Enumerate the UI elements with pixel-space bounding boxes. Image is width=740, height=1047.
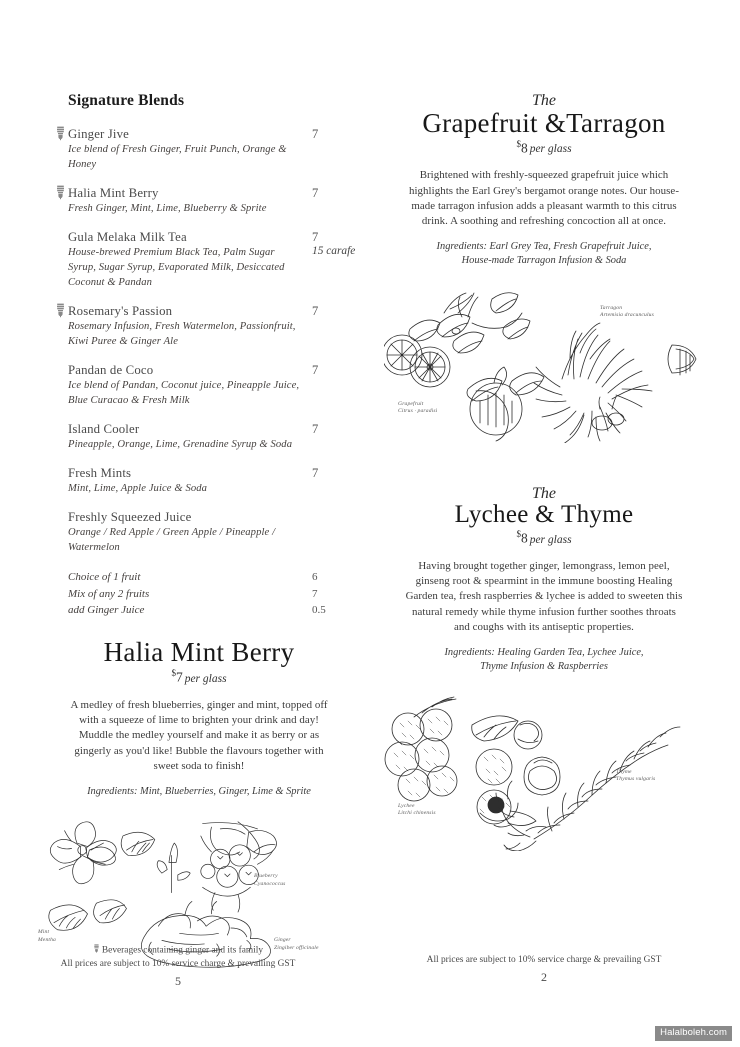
ingredients-line-2: Thyme Infusion & Raspberries <box>480 661 608 673</box>
per-glass-label: per glass <box>184 672 227 685</box>
list-item[interactable] <box>68 569 360 586</box>
item-description: Mint, Lime, Apple Juice & Soda <box>68 482 208 494</box>
illustration-label-lychee: Lychee Litchi chinensis <box>398 802 436 817</box>
item-price: 7 <box>312 465 319 480</box>
feature-price <box>38 668 360 686</box>
list-item[interactable] <box>68 465 360 496</box>
item-name: Ginger Jive <box>68 127 129 141</box>
item-name: Freshly Squeezed Juice <box>68 509 192 524</box>
page-number: 5 <box>175 973 181 988</box>
item-name: Halia Mint Berry <box>68 185 159 200</box>
item-description: Orange / Red Apple / Green Apple / Pineapple / Watermelon <box>68 526 276 553</box>
feature-lychee-thyme <box>384 485 704 675</box>
item-name: Pandan de Coco <box>68 362 154 377</box>
option-label: Mix of any 2 fruits <box>68 587 150 600</box>
feature-ingredients <box>384 240 704 269</box>
item-price: 7 <box>312 303 319 318</box>
list-item[interactable] <box>68 421 360 452</box>
feature-the-label: The <box>532 92 556 109</box>
price-value: 7 <box>175 669 183 685</box>
feature-description: A medley of fresh blueberries, ginger and mint, topped off with a squeeze of lime to brighten your drink and day! Muddle the medley yourself and make it as berry or as gingerly as you'd like! Bubble the flavours together with sweet soda to finish! <box>70 698 328 773</box>
watermark-badge: Halalboleh.com <box>655 1026 732 1041</box>
per-glass-label: per glass <box>529 143 572 156</box>
page-number: 2 <box>541 969 547 984</box>
page-title: Signature Blends <box>68 92 185 109</box>
signature-blends-list <box>68 126 360 619</box>
item-price: 7 <box>312 421 319 436</box>
list-item[interactable] <box>68 303 360 349</box>
list-item[interactable] <box>68 509 360 555</box>
option-label: add Ginger Juice <box>68 604 145 617</box>
per-glass-label: per glass <box>529 533 572 546</box>
feature-the-label: The <box>532 484 556 502</box>
botanical-illustration-lychee-thyme <box>384 691 704 851</box>
option-price: 7 <box>312 587 318 600</box>
feature-title: Lychee & Thyme <box>454 501 634 529</box>
illustration-label-blueberry: Blueberry Cyanococcus <box>254 873 286 887</box>
list-item[interactable] <box>68 229 360 290</box>
left-menu-page <box>22 92 370 1047</box>
currency-symbol: $ <box>516 138 521 149</box>
item-description: Rosemary Infusion, Fresh Watermelon, Passionfruit, Kiwi Puree & Ginger Ale <box>68 321 296 348</box>
option-price: 0.5 <box>312 604 326 617</box>
item-description: Pineapple, Orange, Lime, Grenadine Syrup & Soda <box>68 439 293 451</box>
feature-ingredients: Ingredients: Mint, Blueberries, Ginger, Lime & Sprite <box>87 785 311 797</box>
list-item[interactable] <box>68 185 360 216</box>
price-value: 8 <box>520 530 528 546</box>
item-description: Fresh Ginger, Mint, Lime, Blueberry & Sprite <box>68 203 267 215</box>
item-description: Ice blend of Fresh Ginger, Fruit Punch, Orange & Honey <box>68 144 287 171</box>
item-name: Rosemary's Passion <box>68 303 173 318</box>
footer-terms: All prices are subject to 10% service charge & prevailing GST <box>426 955 662 965</box>
illustration-label-ginger: Ginger Zingiber officinale <box>274 937 319 951</box>
botanical-illustration-grapefruit-tarragon <box>384 283 704 443</box>
feature-title: Grapefruit &Tarragon <box>422 107 666 138</box>
illustration-label-thyme: Thyme Thymus vulgaris <box>616 768 656 783</box>
ginger-icon <box>55 185 66 200</box>
illustration-svg <box>384 691 704 851</box>
feature-description: Brightened with freshly-squeezed grapefruit juice which highlights the Earl Grey's bergamot orange notes. Our house-made tarragon infusion adds a pleasant warmth to this citrus drink. A soothing and refreshing concoction all at once. <box>408 169 679 228</box>
price-value: 8 <box>520 140 528 156</box>
illustration-label-grapefruit: Grapefruit Citrus · paradisi <box>398 400 438 415</box>
option-label: Choice of 1 fruit <box>68 570 141 583</box>
currency-symbol: $ <box>171 668 176 679</box>
right-menu-page <box>370 92 718 1047</box>
item-name: Gula Melaka Milk Tea <box>68 229 187 244</box>
list-item[interactable] <box>68 362 360 408</box>
item-price-carafe: 15 carafe <box>312 244 356 257</box>
footer-terms: All prices are subject to 10% service charge & prevailing GST <box>60 959 296 970</box>
currency-symbol: $ <box>516 529 521 540</box>
feature-description: Having brought together ginger, lemongrass, lemon peel, ginseng root & spearmint in the immune boosting Healing Garden tea, fresh raspberries & lychee is added to sweeten this natural remedy while thyme infusion further soothes throats and coughs with its antiseptic properties. <box>405 559 683 634</box>
illustration-svg <box>384 283 704 443</box>
item-price: 7 <box>312 185 319 200</box>
item-price: 7 <box>312 127 319 141</box>
right-page-footer <box>356 954 732 984</box>
item-description: House-brewed Premium Black Tea, Palm Sugar Syrup, Sugar Syrup, Evaporated Milk, Desiccated Coconut & Pandan <box>68 247 285 289</box>
ingredients-line-1: Ingredients: Healing Garden Tea, Lychee Juice, <box>444 646 644 658</box>
ginger-icon <box>55 126 66 141</box>
feature-halia-mint-berry <box>38 637 360 799</box>
illustration-label-mint: Mint Mentha <box>38 929 56 943</box>
feature-title: Halia Mint Berry <box>103 637 295 668</box>
illustration-label-tarragon: Tarragon Artemisia dracunculus <box>600 304 654 319</box>
feature-price <box>384 529 704 547</box>
footer-note-text: Beverages containing ginger and its family <box>101 945 264 956</box>
item-name: Island Cooler <box>68 421 140 436</box>
ginger-icon <box>93 944 100 954</box>
list-item[interactable] <box>68 126 360 172</box>
footer-ginger-note <box>0 944 380 958</box>
feature-price <box>384 139 704 157</box>
option-price: 6 <box>312 570 318 583</box>
left-page-footer <box>0 944 380 988</box>
item-description: Ice blend of Pandan, Coconut juice, Pineapple Juice, Blue Curacao & Fresh Milk <box>68 380 300 407</box>
item-price: 7 <box>312 362 319 377</box>
ginger-icon <box>55 303 66 318</box>
item-price: 7 <box>312 229 319 244</box>
list-item[interactable] <box>68 586 360 603</box>
feature-ingredients <box>384 646 704 675</box>
feature-grapefruit-tarragon <box>384 92 704 269</box>
ingredients-line-1: Ingredients: Earl Grey Tea, Fresh Grapefruit Juice, <box>436 240 652 252</box>
list-item-header <box>68 509 360 525</box>
list-item[interactable] <box>68 602 360 619</box>
juice-options-list <box>68 569 360 619</box>
ingredients-line-2: House-made Tarragon Infusion & Soda <box>461 255 627 267</box>
item-name: Fresh Mints <box>68 465 132 480</box>
